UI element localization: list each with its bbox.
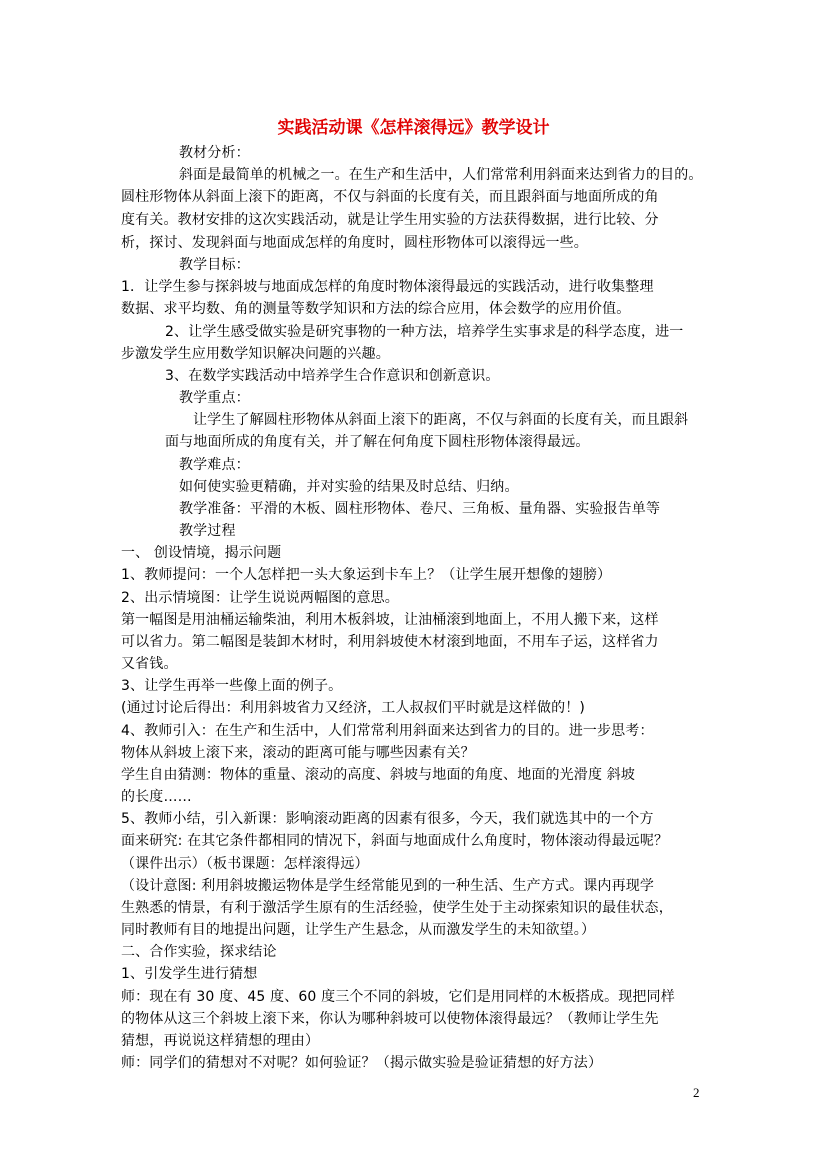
text-line: （设计意图: 利用斜坡搬运物体是学生经常能见到的一种生活、生产方式。课内再现学: [121, 878, 655, 894]
text-line: 数据、求平均数、角的测量等数学知识和方法的综合应用，体会数学的应用价值。: [121, 301, 631, 317]
text-line: 步激发学生应用数学知识解决问题的兴趣。: [121, 346, 390, 362]
text-line: 析，探讨、发现斜面与地面成怎样的角度时，圆柱形物体可以滚得远一些。: [121, 235, 588, 251]
text-line: 教学过程: [179, 523, 236, 539]
text-line: 1、教师提问：一个人怎样把一头大象运到卡车上？（让学生展开想像的翅膀）: [121, 567, 612, 583]
text-line: 可以省力。第二幅图是装卸木材时，利用斜坡使木材滚到地面，不用车子运，这样省力: [121, 634, 659, 650]
text-line: 2、让学生感受做实验是研究事物的一种方法，培养学生实事求是的科学态度，进一: [165, 324, 684, 340]
text-line: 1．让学生参与探斜坡与地面成怎样的角度时物体滚得最远的实践活动，进行收集整理: [121, 279, 654, 295]
text-line: 同时教师有目的地提出问题，让学生产生悬念，从而激发学生的未知欲望。）: [121, 922, 596, 938]
page-number: 2: [693, 1085, 700, 1100]
text-line: 一、 创设情境，揭示问题: [121, 545, 282, 561]
text-line: 斜面是最简单的机械之一。在生产和生活中，人们常常利用斜面来达到省力的目的。: [179, 167, 703, 183]
document-title: 实践活动课《怎样滚得远》教学设计: [277, 118, 550, 138]
text-line: （课件出示）（板书课题：怎样滚得远）: [121, 856, 369, 872]
text-line: 生熟悉的情景，有利于激活学生原有的生活经验，使学生处于主动探索知识的最佳状态，: [121, 900, 673, 916]
text-line: 学生自由猜测：物体的重量、滚动的高度、斜坡与地面的角度、地面的光滑度 斜坡: [121, 767, 635, 783]
text-line: 教材分析：: [179, 145, 250, 161]
text-line: 师：现在有 30 度、45 度、60 度三个不同的斜坡，它们是用同样的木板搭成。现把同样: [121, 989, 675, 1005]
text-line: 2、出示情境图：让学生说说两幅图的意思。: [121, 590, 399, 606]
text-line: 又省钱。: [121, 656, 178, 672]
text-line: 圆柱形物体从斜面上滚下的距离，不仅与斜面的长度有关，而且跟斜面与地面所成的角: [121, 189, 659, 205]
text-line: 师：同学们的猜想对不对呢？如何验证？（揭示做实验是验证猜想的好方法）: [121, 1055, 603, 1071]
text-line: 1、引发学生进行猜想: [121, 966, 258, 982]
text-line: 教学重点：: [179, 390, 250, 406]
text-line: 教学难点：: [179, 457, 250, 473]
text-line: 4、教师引入：在生产和生活中，人们常常利用斜面来达到省力的目的。进一步思考：: [121, 723, 654, 739]
text-line: 物体从斜坡上滚下来，滚动的距离可能与哪些因素有关？: [121, 745, 475, 761]
text-line: 猜想，再说说这样猜想的理由）: [121, 1033, 320, 1049]
text-line: 如何使实验更精确，并对实验的结果及时总结、归纳。: [179, 479, 519, 495]
text-line: 度有关。教材安排的这次实践活动，就是让学生用实验的方法获得数据，进行比较、分: [121, 212, 659, 228]
text-line: (通过讨论后得出：利用斜坡省力又经济，工人叔叔们平时就是这样做的！): [121, 700, 586, 716]
text-line: 教学目标：: [179, 257, 250, 273]
text-line: 第一幅图是用油桶运输柴油，利用木板斜坡，让油桶滚到地面上，不用人搬下来，这样: [121, 612, 659, 628]
text-line: 让学生了解圆柱形物体从斜面上滚下的距离，不仅与斜面的长度有关，而且跟斜: [193, 412, 689, 428]
text-line: 3、让学生再举一些像上面的例子。: [121, 678, 343, 694]
text-line: 的物体从这三个斜坡上滚下来，你认为哪种斜坡可以使物体滚得最远？（教师让学生先: [121, 1011, 659, 1027]
text-line: 面来研究: 在其它条件都相同的情况下，斜面与地面成什么角度时，物体滚动得最远呢？: [121, 833, 669, 849]
text-line: 5、教师小结，引入新课：影响滚动距离的因素有很多，今天，我们就选其中的一个方: [121, 811, 654, 827]
text-line: 3、在数学实践活动中培养学生合作意识和创新意识。: [165, 368, 500, 384]
text-line: 二、合作实验，探求结论: [121, 944, 277, 960]
text-line: 的长度……: [121, 789, 192, 805]
text-line: 面与地面所成的角度有关，并了解在何角度下圆柱形物体滚得最远。: [165, 434, 590, 450]
text-line: 教学准备：平滑的木板、圆柱形物体、卷尺、三角板、量角器、实验报告单等: [179, 501, 661, 517]
